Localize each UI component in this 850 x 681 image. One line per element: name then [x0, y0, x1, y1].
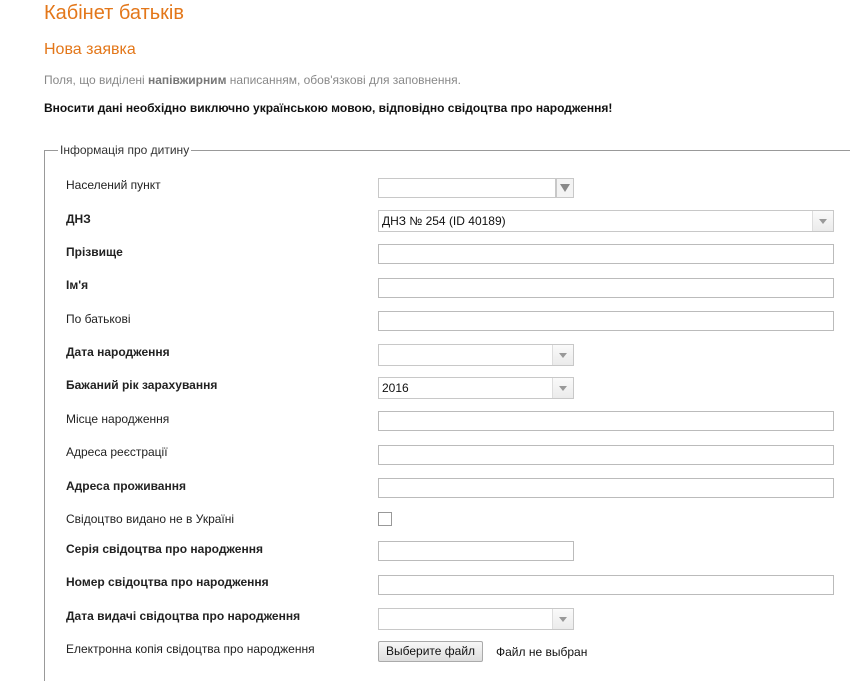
child-info-legend: Інформація про дитину [60, 143, 190, 157]
page-title: Кабінет батьків [44, 2, 184, 24]
surname-input[interactable] [378, 244, 834, 264]
live-address-label: Адреса проживання [66, 479, 186, 493]
cert-date-select[interactable] [378, 608, 574, 630]
foreign-cert-label: Свідоцтво видано не в Україні [66, 512, 235, 526]
enroll-year-label: Бажаний рік зарахування [66, 378, 218, 392]
reg-address-label: Адреса реєстрації [66, 445, 168, 459]
name-label: Ім'я [66, 278, 89, 292]
chevron-down-icon [552, 378, 573, 398]
language-warning: Вносити дані необхідно виключно українською мовою, відповідно свідоцтва про народження! [44, 101, 613, 115]
name-input[interactable] [378, 278, 834, 298]
birth-place-input[interactable] [378, 411, 834, 431]
birth-date-select[interactable] [378, 344, 574, 366]
enroll-year-select[interactable] [378, 377, 574, 399]
birth-date-label: Дата народження [66, 345, 170, 359]
reg-address-input[interactable] [378, 445, 834, 465]
kindergarten-label: ДНЗ [66, 212, 91, 226]
patronymic-input[interactable] [378, 311, 834, 331]
cert-series-input[interactable] [378, 541, 574, 561]
settlement-input[interactable] [378, 178, 556, 198]
section-title: Нова заявка [44, 41, 136, 58]
kindergarten-select[interactable] [378, 210, 834, 232]
foreign-cert-checkbox[interactable] [378, 512, 392, 526]
patronymic-label: По батькові [66, 312, 131, 326]
live-address-input[interactable] [378, 478, 834, 498]
settlement-label: Населений пункт [66, 178, 161, 192]
cert-number-input[interactable] [378, 575, 834, 595]
cert-date-label: Дата видачі свідоцтва про народження [66, 609, 301, 623]
required-fields-hint: Поля, що виділені напівжирним написанням, обов'язкові для заповнення. [44, 73, 461, 87]
chevron-down-icon [552, 345, 573, 365]
file-status-text: Файл не выбран [496, 645, 588, 659]
chevron-down-icon [552, 609, 573, 629]
birth-place-label: Місце народження [66, 412, 170, 426]
enroll-year-value: 2016 [382, 381, 409, 395]
surname-label: Прізвище [66, 245, 123, 259]
cert-series-label: Серія свідоцтва про народження [66, 542, 263, 556]
cert-copy-label: Електронна копія свідоцтва про народження [66, 642, 315, 656]
chevron-down-icon [812, 211, 833, 231]
kindergarten-value: ДНЗ № 254 (ID 40189) [382, 214, 506, 228]
settlement-dropdown-button[interactable] [556, 178, 574, 198]
choose-file-button[interactable]: Выберите файл [378, 641, 483, 662]
cert-number-label: Номер свідоцтва про народження [66, 575, 269, 589]
